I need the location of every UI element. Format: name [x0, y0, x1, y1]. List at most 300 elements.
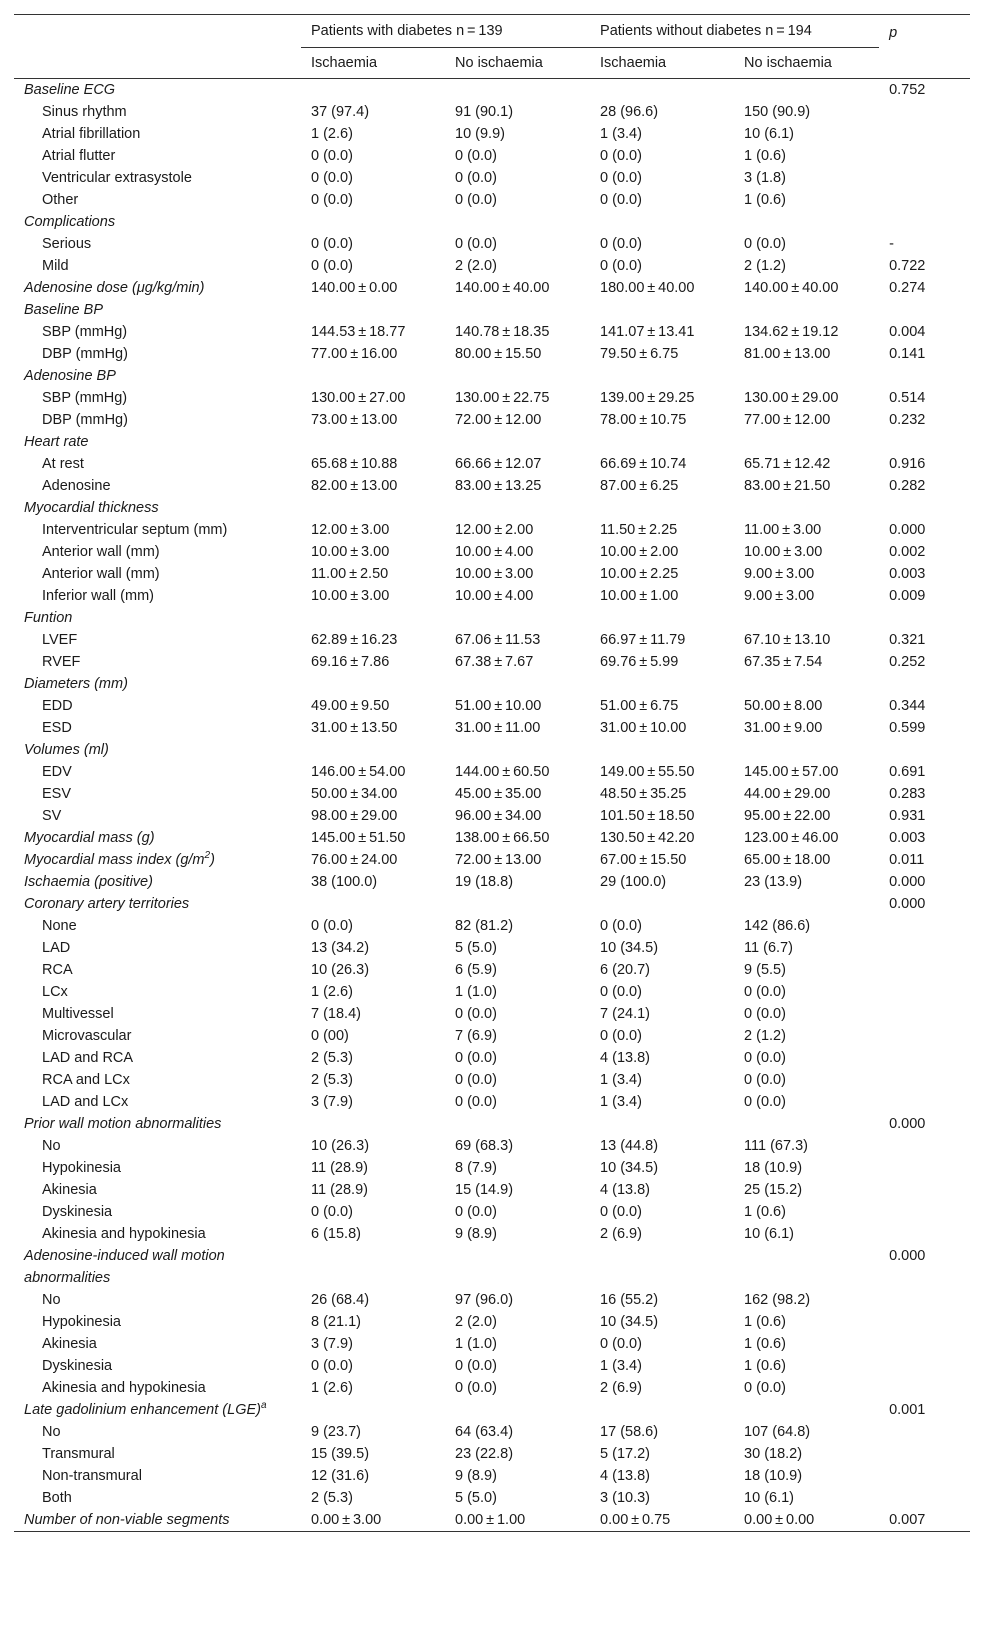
p-value-cell: [879, 1069, 970, 1091]
table-row: [14, 1113, 970, 1135]
table-cell: 10 (6.1): [744, 1226, 795, 1242]
table-cell: 101.50 ± 18.50: [600, 808, 695, 824]
p-value-cell: [879, 1003, 970, 1025]
table-cell: 6 (5.9): [455, 962, 497, 978]
table-cell: [445, 211, 590, 233]
table-row: [14, 607, 970, 629]
row-label-superscript: 2: [204, 850, 211, 862]
table-cell: 2 (2.0): [455, 258, 497, 274]
table-row: [14, 783, 970, 805]
p-value-cell: 0.002: [889, 544, 926, 560]
table-cell: 51.00 ± 10.00: [455, 698, 542, 714]
row-label-text: Prior wall motion abnormalities: [24, 1116, 222, 1132]
table-cell: 107 (64.8): [744, 1424, 811, 1440]
row-label-text: Akinesia: [42, 1336, 97, 1352]
table-cell: 1 (3.4): [600, 1094, 642, 1110]
table-row: [14, 915, 970, 937]
table-cell: 4 (13.8): [600, 1050, 651, 1066]
table-cell: 0.00 ± 0.75: [600, 1512, 671, 1528]
header-empty-cell: [14, 15, 301, 48]
header-row-subgroups: [14, 48, 970, 79]
row-label-text: EDD: [42, 698, 73, 714]
header-ischaemia-no-diabetes: Ischaemia: [600, 55, 667, 71]
table-cell: 0 (0.0): [600, 1336, 642, 1352]
table-cell: 0 (0.0): [311, 170, 353, 186]
table-cell: 139.00 ± 29.25: [600, 390, 695, 406]
table-cell: [301, 893, 445, 915]
row-label: [14, 1047, 301, 1069]
table-row: [14, 387, 970, 409]
table-row: [14, 871, 970, 893]
table-cell: 0 (0.0): [311, 236, 353, 252]
table-row: [14, 893, 970, 915]
table-cell: 44.00 ± 29.00: [744, 786, 831, 802]
table-cell: 0 (0.0): [311, 192, 353, 208]
table-cell: 0.00 ± 0.00: [744, 1512, 815, 1528]
row-label: [14, 1421, 301, 1443]
table-cell: 69.76 ± 5.99: [600, 654, 679, 670]
table-cell: 82 (81.2): [455, 918, 514, 934]
table-cell: [590, 79, 734, 102]
table-row: [14, 651, 970, 673]
p-value-cell: [879, 431, 970, 453]
table-row: [14, 233, 970, 255]
row-label: [14, 1355, 301, 1377]
table-cell: 18 (10.9): [744, 1160, 803, 1176]
table-cell: 144.00 ± 60.50: [455, 764, 550, 780]
table-cell: 123.00 ± 46.00: [744, 830, 839, 846]
table-cell: [734, 365, 879, 387]
row-label: [14, 915, 301, 937]
p-value-cell: 0.344: [889, 698, 926, 714]
row-label-text: Baseline BP: [24, 302, 103, 318]
table-cell: 130.00 ± 22.75: [455, 390, 550, 406]
table-cell: 15 (14.9): [455, 1182, 514, 1198]
table-cell: [734, 1245, 879, 1289]
p-value-cell: [879, 1311, 970, 1333]
row-label: [14, 475, 301, 497]
p-value-cell: 0.283: [889, 786, 926, 802]
p-value-cell: [879, 959, 970, 981]
table-cell: 81.00 ± 13.00: [744, 346, 831, 362]
table-cell: 0 (00): [311, 1028, 349, 1044]
p-value-cell: 0.001: [889, 1402, 926, 1418]
table-cell: [301, 211, 445, 233]
table-cell: [590, 431, 734, 453]
table-cell: 0 (0.0): [744, 236, 786, 252]
table-cell: 2 (6.9): [600, 1226, 642, 1242]
table-cell: 1 (1.0): [455, 1336, 497, 1352]
row-label-text: None: [42, 918, 77, 934]
table-cell: 65.00 ± 18.00: [744, 852, 831, 868]
table-cell: 48.50 ± 35.25: [600, 786, 687, 802]
table-cell: 66.69 ± 10.74: [600, 456, 687, 472]
p-value-cell: [879, 123, 970, 145]
row-label: [14, 1465, 301, 1487]
table-row: [14, 1223, 970, 1245]
table-cell: [590, 211, 734, 233]
p-value-cell: 0.752: [889, 82, 926, 98]
table-cell: 7 (24.1): [600, 1006, 651, 1022]
row-label-text: Mild: [42, 258, 69, 274]
table-row: [14, 981, 970, 1003]
table-cell: 1 (0.6): [744, 148, 786, 164]
table-cell: [445, 79, 590, 102]
p-value-cell: 0.691: [889, 764, 926, 780]
table-cell: 111 (67.3): [744, 1138, 808, 1154]
table-row: [14, 1047, 970, 1069]
table-cell: 0 (0.0): [600, 170, 642, 186]
table-cell: [445, 1245, 590, 1289]
row-label-text: Atrial fibrillation: [42, 126, 141, 142]
table-cell: 66.66 ± 12.07: [455, 456, 542, 472]
table-cell: 130.00 ± 29.00: [744, 390, 839, 406]
table-row: [14, 739, 970, 761]
table-cell: 0 (0.0): [744, 1072, 786, 1088]
table-cell: 12.00 ± 3.00: [311, 522, 390, 538]
row-label: [14, 1003, 301, 1025]
table-row: [14, 343, 970, 365]
table-row: [14, 431, 970, 453]
row-label-text: Heart rate: [24, 434, 89, 450]
table-cell: 79.50 ± 6.75: [600, 346, 679, 362]
p-value-cell: 0.000: [889, 1116, 926, 1132]
p-value-cell: [879, 607, 970, 629]
p-value-cell: 0.232: [889, 412, 926, 428]
row-label-text: DBP (mmHg): [42, 346, 128, 362]
row-label-text: RVEF: [42, 654, 81, 670]
table-cell: 10.00 ± 3.00: [455, 566, 534, 582]
table-cell: 3 (10.3): [600, 1490, 651, 1506]
row-label: [14, 959, 301, 981]
row-label-text: No: [42, 1138, 61, 1154]
table-cell: 162 (98.2): [744, 1292, 811, 1308]
table-cell: 67.38 ± 7.67: [455, 654, 534, 670]
row-label: [14, 541, 301, 563]
p-value-cell: [879, 1465, 970, 1487]
table-row: [14, 1135, 970, 1157]
p-value-cell: [879, 1355, 970, 1377]
row-label: [14, 79, 301, 102]
table-cell: [445, 497, 590, 519]
p-value-cell: [879, 167, 970, 189]
table-cell: 1 (2.6): [311, 1380, 353, 1396]
p-value-cell: [879, 1377, 970, 1399]
table-row: [14, 717, 970, 739]
row-label: [14, 497, 301, 519]
row-label-text: Ventricular extrasystole: [42, 170, 192, 186]
table-row: [14, 761, 970, 783]
table-row: [14, 1025, 970, 1047]
table-row: [14, 299, 970, 321]
table-cell: 9 (8.9): [455, 1226, 497, 1242]
table-row: [14, 79, 970, 102]
row-label-text: Akinesia and hypokinesia: [42, 1226, 206, 1242]
row-label: [14, 673, 301, 695]
table-cell: 31.00 ± 10.00: [600, 720, 687, 736]
p-value-cell: [879, 1157, 970, 1179]
row-label: [14, 1223, 301, 1245]
p-value-cell: [879, 145, 970, 167]
table-row: [14, 1179, 970, 1201]
row-label-text: SBP (mmHg): [42, 324, 128, 340]
row-label: [14, 453, 301, 475]
table-cell: [590, 365, 734, 387]
table-cell: 11 (28.9): [311, 1160, 368, 1176]
row-label: [14, 299, 301, 321]
row-label: [14, 343, 301, 365]
table-cell: 2 (5.3): [311, 1050, 353, 1066]
p-value-cell: [879, 937, 970, 959]
row-label-text: EDV: [42, 764, 72, 780]
table-cell: [301, 1399, 445, 1421]
table-cell: 1 (0.6): [744, 1204, 786, 1220]
row-label-suffix: ): [210, 852, 215, 868]
table-cell: 0 (0.0): [744, 1050, 786, 1066]
table-cell: 64 (63.4): [455, 1424, 514, 1440]
row-label-text: Funtion: [24, 610, 73, 626]
row-label-text: Serious: [42, 236, 92, 252]
table-cell: 26 (68.4): [311, 1292, 370, 1308]
table-cell: 1 (1.0): [455, 984, 497, 1000]
p-value-cell: [879, 1421, 970, 1443]
table-cell: 51.00 ± 6.75: [600, 698, 679, 714]
table-cell: 0 (0.0): [311, 1358, 353, 1374]
table-row: [14, 1091, 970, 1113]
table-cell: 28 (96.6): [600, 104, 659, 120]
table-cell: 0 (0.0): [311, 258, 353, 274]
row-label-text: At rest: [42, 456, 84, 472]
table-row: [14, 585, 970, 607]
table-cell: 0 (0.0): [455, 1358, 497, 1374]
p-value-cell: [879, 739, 970, 761]
p-value-cell: [879, 1047, 970, 1069]
table-cell: 145.00 ± 51.50: [311, 830, 406, 846]
table-cell: [734, 607, 879, 629]
table-cell: 5 (17.2): [600, 1446, 651, 1462]
row-label-text: Late gadolinium enhancement (LGE): [24, 1402, 261, 1418]
table-cell: 10.00 ± 3.00: [744, 544, 823, 560]
row-label-text: Akinesia: [42, 1182, 97, 1198]
table-row: [14, 1333, 970, 1355]
table-cell: [734, 739, 879, 761]
table-cell: 8 (7.9): [455, 1160, 497, 1176]
table-cell: 0 (0.0): [600, 236, 642, 252]
row-label-text: ESV: [42, 786, 72, 802]
row-label-text: Interventricular septum (mm): [42, 522, 228, 538]
row-label: [14, 1113, 301, 1135]
p-value-cell: 0.000: [889, 1248, 926, 1264]
table-row: [14, 1377, 970, 1399]
table-cell: 13 (34.2): [311, 940, 370, 956]
row-label-superscript: a: [260, 1400, 267, 1412]
table-cell: [734, 79, 879, 102]
table-cell: 12.00 ± 2.00: [455, 522, 534, 538]
table-cell: 5 (5.0): [455, 1490, 497, 1506]
row-label: [14, 101, 301, 123]
table-cell: 145.00 ± 57.00: [744, 764, 839, 780]
p-value-cell: 0.141: [889, 346, 926, 362]
table-row: [14, 255, 970, 277]
table-cell: 82.00 ± 13.00: [311, 478, 398, 494]
table-row: [14, 1421, 970, 1443]
table-row: [14, 1003, 970, 1025]
table-cell: 1 (2.6): [311, 984, 353, 1000]
table-cell: 1 (3.4): [600, 126, 642, 142]
row-label: [14, 893, 301, 915]
table-cell: 142 (86.6): [744, 918, 811, 934]
table-cell: 25 (15.2): [744, 1182, 803, 1198]
table-cell: [301, 1113, 445, 1135]
table-cell: 67.35 ± 7.54: [744, 654, 823, 670]
table-cell: [590, 1399, 734, 1421]
table-row: [14, 695, 970, 717]
row-label-text: RCA and LCx: [42, 1072, 130, 1088]
row-label: [14, 167, 301, 189]
table-cell: 69.16 ± 7.86: [311, 654, 390, 670]
table-cell: [734, 893, 879, 915]
table-cell: [445, 893, 590, 915]
table-cell: 0 (0.0): [744, 1380, 786, 1396]
table-body: [14, 79, 970, 1532]
row-label-text: Ischaemia (positive): [24, 874, 153, 890]
table-cell: 96.00 ± 34.00: [455, 808, 542, 824]
row-label-text: Adenosine dose (μg/kg/min): [24, 280, 205, 296]
table-cell: 6 (20.7): [600, 962, 651, 978]
row-label: [14, 783, 301, 805]
row-label-text: Dyskinesia: [42, 1358, 113, 1374]
row-label: [14, 1135, 301, 1157]
table-cell: 6 (15.8): [311, 1226, 361, 1242]
table-cell: 2 (5.3): [311, 1490, 353, 1506]
table-row: [14, 673, 970, 695]
p-value-cell: [879, 673, 970, 695]
table-cell: [734, 299, 879, 321]
row-label-text: LAD and LCx: [42, 1094, 129, 1110]
table-cell: 67.10 ± 13.10: [744, 632, 831, 648]
row-label: [14, 607, 301, 629]
table-cell: 0 (0.0): [744, 1006, 786, 1022]
p-value-cell: [879, 1487, 970, 1509]
p-value-cell: 0.282: [889, 478, 926, 494]
table-cell: 4 (13.8): [600, 1182, 651, 1198]
table-cell: [445, 1113, 590, 1135]
table-row: [14, 805, 970, 827]
table-cell: 31.00 ± 11.00: [455, 720, 541, 736]
row-label: [14, 871, 301, 893]
table-row: [14, 1465, 970, 1487]
row-label: [14, 431, 301, 453]
row-label: [14, 937, 301, 959]
table-cell: 12 (31.6): [311, 1468, 370, 1484]
table-cell: 11 (28.9): [311, 1182, 368, 1198]
table-row: [14, 1157, 970, 1179]
table-cell: 140.00 ± 40.00: [455, 280, 550, 296]
table-cell: 76.00 ± 24.00: [311, 852, 398, 868]
table-cell: 13 (44.8): [600, 1138, 659, 1154]
row-label-text: Hypokinesia: [42, 1160, 121, 1176]
row-label: [14, 717, 301, 739]
table-cell: [590, 607, 734, 629]
row-label-text: Non-transmural: [42, 1468, 142, 1484]
table-cell: 10 (26.3): [311, 962, 370, 978]
table-cell: 9.00 ± 3.00: [744, 588, 815, 604]
table-cell: [445, 1399, 590, 1421]
table-row: [14, 409, 970, 431]
table-cell: 10 (34.5): [600, 1160, 659, 1176]
row-label-text: Adenosine-induced wall motion abnormalities: [24, 1248, 225, 1286]
row-label: [14, 1289, 301, 1311]
p-value-cell: [879, 915, 970, 937]
table-cell: [734, 497, 879, 519]
table-cell: [590, 497, 734, 519]
table-cell: 0 (0.0): [600, 1028, 642, 1044]
table-cell: 23 (22.8): [455, 1446, 514, 1462]
row-label-text: Hypokinesia: [42, 1314, 121, 1330]
row-label-text: No: [42, 1292, 61, 1308]
row-label: [14, 1091, 301, 1113]
table-cell: 10 (34.5): [600, 1314, 659, 1330]
p-value-cell: [879, 211, 970, 233]
table-cell: 10 (6.1): [744, 1490, 795, 1506]
table-cell: 2 (1.2): [744, 1028, 786, 1044]
p-value-cell: [879, 981, 970, 1003]
table-row: [14, 1201, 970, 1223]
table-cell: [445, 299, 590, 321]
table-cell: 0 (0.0): [744, 1094, 786, 1110]
table-cell: 10 (34.5): [600, 940, 659, 956]
table-cell: 141.07 ± 13.41: [600, 324, 695, 340]
table-cell: 0.00 ± 3.00: [311, 1512, 382, 1528]
table-cell: 9 (23.7): [311, 1424, 361, 1440]
row-label-text: Sinus rhythm: [42, 104, 127, 120]
table-cell: 17 (58.6): [600, 1424, 659, 1440]
table-cell: 130.50 ± 42.20: [600, 830, 695, 846]
p-value-cell: [879, 299, 970, 321]
row-label: [14, 805, 301, 827]
table-cell: 98.00 ± 29.00: [311, 808, 398, 824]
table-cell: 2 (2.0): [455, 1314, 497, 1330]
table-cell: 4 (13.8): [600, 1468, 651, 1484]
table-cell: [301, 365, 445, 387]
table-cell: 66.97 ± 11.79: [600, 632, 686, 648]
table-cell: 149.00 ± 55.50: [600, 764, 695, 780]
table-cell: 10.00 ± 4.00: [455, 588, 534, 604]
table-cell: 0 (0.0): [600, 918, 642, 934]
row-label: [14, 585, 301, 607]
table-cell: [590, 1245, 734, 1289]
row-label: [14, 233, 301, 255]
table-cell: [301, 431, 445, 453]
row-label-text: Other: [42, 192, 79, 208]
p-value-cell: 0.321: [889, 632, 926, 648]
table-cell: [445, 673, 590, 695]
row-label: [14, 255, 301, 277]
table-cell: 67.00 ± 15.50: [600, 852, 687, 868]
row-label-text: SV: [42, 808, 62, 824]
table-cell: 19 (18.8): [455, 874, 514, 890]
p-value-cell: 0.003: [889, 566, 926, 582]
table-row: [14, 1399, 970, 1421]
row-label-text: Myocardial thickness: [24, 500, 159, 516]
row-label: [14, 365, 301, 387]
table-row: [14, 1443, 970, 1465]
table-row: [14, 1069, 970, 1091]
row-label: [14, 1377, 301, 1399]
table-cell: 83.00 ± 21.50: [744, 478, 831, 494]
row-label: [14, 321, 301, 343]
p-value-cell: 0.599: [889, 720, 926, 736]
